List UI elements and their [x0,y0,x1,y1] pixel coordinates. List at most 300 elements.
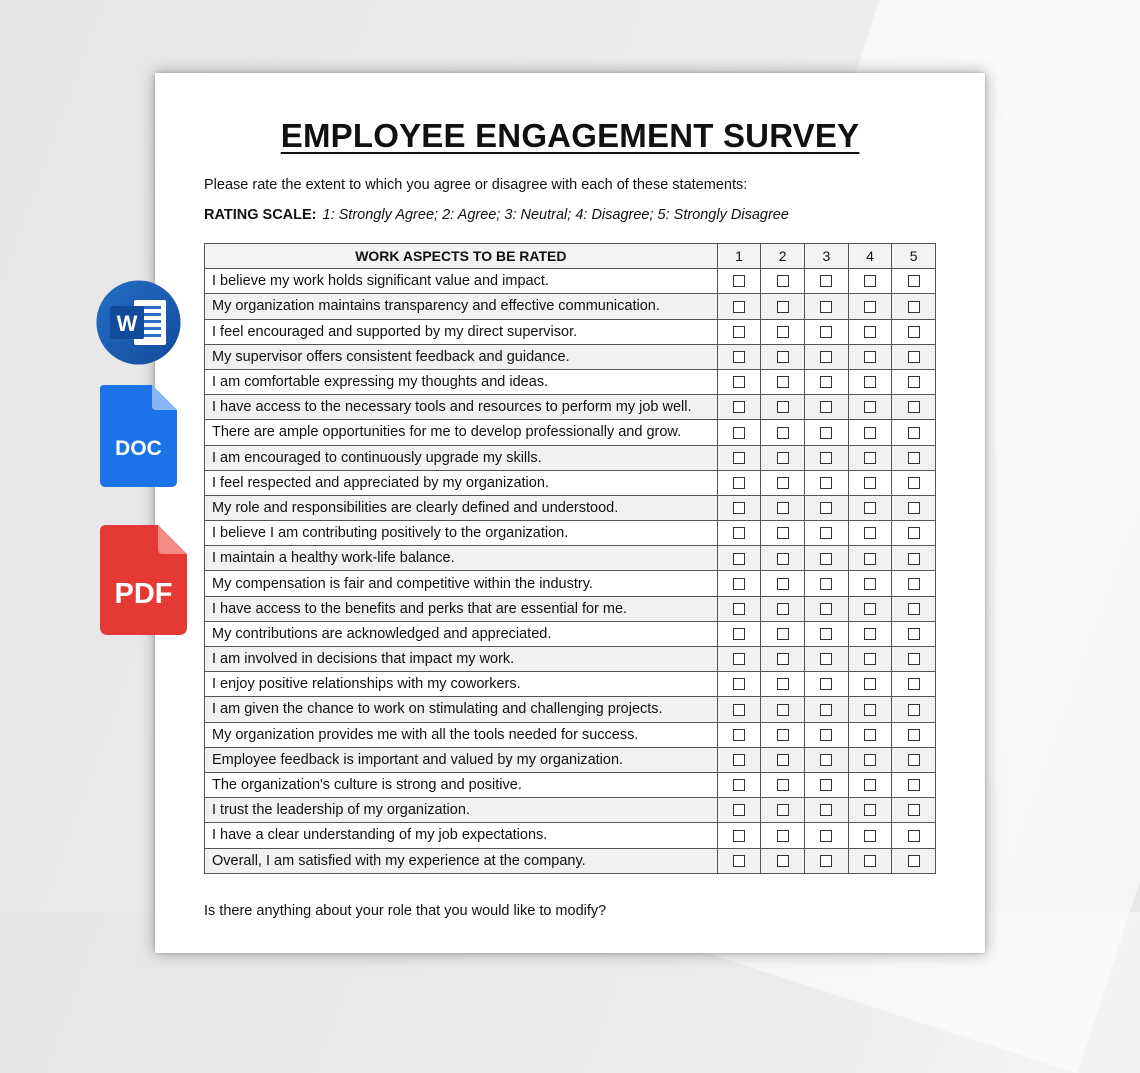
table-header-row [205,244,936,269]
rating-checkbox-5[interactable] [908,704,920,716]
rating-checkbox-2[interactable] [777,477,789,489]
rating-cell [805,294,849,319]
rating-cell [717,521,761,546]
rating-cell [717,546,761,571]
rating-cell [892,697,936,722]
rating-cell [717,823,761,848]
rating-cell [761,294,805,319]
rating-cell [761,546,805,571]
rating-cell [805,848,849,873]
rating-cell [805,319,849,344]
rating-cell [848,294,892,319]
rating-cell [761,747,805,772]
rating-checkbox-4[interactable] [864,729,876,741]
rating-cell [761,772,805,797]
rating-checkbox-5[interactable] [908,351,920,363]
rating-checkbox-1[interactable] [733,578,745,590]
rating-cell [805,369,849,394]
rating-checkbox-2[interactable] [777,502,789,514]
rating-cell [717,571,761,596]
rating-checkbox-2[interactable] [777,704,789,716]
statement-text: I believe my work holds significant value and impact. [205,269,718,294]
rating-checkbox-4[interactable] [864,804,876,816]
rating-checkbox-5[interactable] [908,301,920,313]
rating-cell [848,848,892,873]
rating-checkbox-4[interactable] [864,351,876,363]
rating-checkbox-5[interactable] [908,628,920,640]
page-title: EMPLOYEE ENGAGEMENT SURVEY [280,117,860,154]
table-row [205,621,936,646]
rating-checkbox-3[interactable] [820,754,832,766]
rating-cell [805,722,849,747]
rating-scale-label: RATING SCALE: [204,207,317,223]
word-icon [96,280,181,365]
rating-cell [761,647,805,672]
rating-cell [892,269,936,294]
header-rating-5: 5 [892,244,936,269]
table-row [205,344,936,369]
rating-cell [848,546,892,571]
rating-checkbox-3[interactable] [820,376,832,388]
rating-checkbox-5[interactable] [908,376,920,388]
rating-checkbox-2[interactable] [777,427,789,439]
statement-text: There are ample opportunities for me to develop professionally and grow. [205,420,718,445]
statement-text: I am comfortable expressing my thoughts and ideas. [205,369,718,394]
table-row [205,596,936,621]
rating-checkbox-1[interactable] [733,301,745,313]
rating-checkbox-1[interactable] [733,351,745,363]
rating-checkbox-1[interactable] [733,855,745,867]
rating-checkbox-3[interactable] [820,804,832,816]
rating-checkbox-3[interactable] [820,704,832,716]
rating-checkbox-2[interactable] [777,804,789,816]
statement-text: I have access to the necessary tools and resources to perform my job well. [205,395,718,420]
rating-cell [717,747,761,772]
table-row [205,445,936,470]
rating-checkbox-5[interactable] [908,804,920,816]
table-row [205,269,936,294]
rating-checkbox-3[interactable] [820,351,832,363]
intro-text: Please rate the extent to which you agree or disagree with each of these statements: [204,177,748,193]
word-icon-letter: W [116,311,138,336]
rating-cell [848,521,892,546]
table-row [205,672,936,697]
rating-checkbox-4[interactable] [864,653,876,665]
rating-cell [761,369,805,394]
rating-checkbox-1[interactable] [733,401,745,413]
rating-checkbox-4[interactable] [864,452,876,464]
rating-cell [848,319,892,344]
rating-checkbox-1[interactable] [733,603,745,615]
rating-cell [805,747,849,772]
rating-cell [761,848,805,873]
rating-cell [717,445,761,470]
rating-checkbox-3[interactable] [820,401,832,413]
rating-cell [892,772,936,797]
rating-cell [892,823,936,848]
rating-cell [892,546,936,571]
statement-text: I feel respected and appreciated by my organization. [205,470,718,495]
rating-checkbox-5[interactable] [908,855,920,867]
rating-cell [805,395,849,420]
rating-checkbox-3[interactable] [820,553,832,565]
rating-cell [892,722,936,747]
rating-cell [717,647,761,672]
rating-checkbox-3[interactable] [820,603,832,615]
pdf-icon-label: PDF [114,578,173,610]
statement-text: Employee feedback is important and valued by my organization. [205,747,718,772]
rating-checkbox-3[interactable] [820,427,832,439]
table-row [205,319,936,344]
rating-cell [892,621,936,646]
rating-checkbox-2[interactable] [777,653,789,665]
rating-checkbox-5[interactable] [908,275,920,287]
rating-checkbox-4[interactable] [864,301,876,313]
rating-checkbox-5[interactable] [908,527,920,539]
rating-checkbox-5[interactable] [908,653,920,665]
rating-checkbox-4[interactable] [864,376,876,388]
rating-cell [805,672,849,697]
rating-checkbox-1[interactable] [733,804,745,816]
rating-checkbox-3[interactable] [820,275,832,287]
rating-cell [892,395,936,420]
statement-text: My role and responsibilities are clearly defined and understood. [205,495,718,520]
rating-checkbox-1[interactable] [733,275,745,287]
rating-checkbox-4[interactable] [864,477,876,489]
rating-cell [761,319,805,344]
rating-checkbox-1[interactable] [733,553,745,565]
rating-cell [848,823,892,848]
rating-checkbox-3[interactable] [820,527,832,539]
rating-checkbox-1[interactable] [733,653,745,665]
table-row [205,772,936,797]
statement-text: I enjoy positive relationships with my coworkers. [205,672,718,697]
rating-cell [717,495,761,520]
rating-cell [805,697,849,722]
rating-checkbox-2[interactable] [777,326,789,338]
rating-checkbox-4[interactable] [864,704,876,716]
rating-cell [805,823,849,848]
rating-cell [892,571,936,596]
statement-text: I am given the chance to work on stimulating and challenging projects. [205,697,718,722]
statement-text: I am involved in decisions that impact my work. [205,647,718,672]
rating-checkbox-2[interactable] [777,628,789,640]
header-rating-4: 4 [848,244,892,269]
rating-checkbox-3[interactable] [820,678,832,690]
rating-checkbox-2[interactable] [777,553,789,565]
rating-cell [761,621,805,646]
rating-cell [717,369,761,394]
rating-checkbox-2[interactable] [777,678,789,690]
rating-cell [892,521,936,546]
rating-cell [805,571,849,596]
rating-checkbox-3[interactable] [820,855,832,867]
rating-cell [848,571,892,596]
rating-checkbox-4[interactable] [864,855,876,867]
rating-cell [717,722,761,747]
rating-checkbox-1[interactable] [733,326,745,338]
rating-cell [848,647,892,672]
rating-checkbox-2[interactable] [777,779,789,791]
doc-icon-label: DOC [115,437,162,460]
rating-checkbox-4[interactable] [864,754,876,766]
table-row [205,571,936,596]
rating-cell [848,798,892,823]
rating-checkbox-4[interactable] [864,603,876,615]
rating-checkbox-5[interactable] [908,578,920,590]
rating-cell [717,269,761,294]
rating-checkbox-5[interactable] [908,477,920,489]
rating-checkbox-1[interactable] [733,452,745,464]
rating-checkbox-1[interactable] [733,376,745,388]
rating-checkbox-2[interactable] [777,401,789,413]
rating-checkbox-1[interactable] [733,754,745,766]
rating-checkbox-2[interactable] [777,754,789,766]
rating-cell [892,647,936,672]
rating-cell [892,470,936,495]
rating-cell [805,546,849,571]
rating-cell [717,848,761,873]
table-row [205,369,936,394]
survey-document [155,73,985,953]
rating-cell [848,697,892,722]
rating-cell [805,420,849,445]
rating-cell [892,798,936,823]
rating-cell [761,571,805,596]
rating-checkbox-3[interactable] [820,326,832,338]
rating-cell [717,344,761,369]
rating-cell [717,395,761,420]
rating-checkbox-4[interactable] [864,628,876,640]
rating-checkbox-3[interactable] [820,628,832,640]
statement-text: I feel encouraged and supported by my direct supervisor. [205,319,718,344]
rating-checkbox-4[interactable] [864,779,876,791]
rating-cell [848,621,892,646]
rating-checkbox-1[interactable] [733,527,745,539]
rating-checkbox-1[interactable] [733,477,745,489]
rating-cell [761,672,805,697]
statement-text: My organization maintains transparency and effective communication. [205,294,718,319]
rating-checkbox-3[interactable] [820,477,832,489]
rating-cell [805,470,849,495]
rating-cell [761,420,805,445]
rating-checkbox-3[interactable] [820,729,832,741]
statement-text: My compensation is fair and competitive within the industry. [205,571,718,596]
rating-cell [848,269,892,294]
rating-checkbox-4[interactable] [864,830,876,842]
rating-cell [848,369,892,394]
rating-cell [848,747,892,772]
rating-cell [805,269,849,294]
rating-cell [805,772,849,797]
rating-cell [717,294,761,319]
rating-cell [761,798,805,823]
statement-text: I believe I am contributing positively to the organization. [205,521,718,546]
rating-cell [761,521,805,546]
table-row [205,722,936,747]
rating-checkbox-3[interactable] [820,452,832,464]
rating-checkbox-4[interactable] [864,275,876,287]
rating-scale [204,207,789,223]
rating-cell [761,344,805,369]
rating-cell [892,294,936,319]
header-rating-1: 1 [717,244,761,269]
header-rating-3: 3 [805,244,849,269]
rating-checkbox-3[interactable] [820,301,832,313]
rating-checkbox-2[interactable] [777,301,789,313]
table-row [205,420,936,445]
rating-checkbox-5[interactable] [908,452,920,464]
rating-cell [805,495,849,520]
rating-cell [892,848,936,873]
rating-checkbox-2[interactable] [777,527,789,539]
statement-text: My contributions are acknowledged and appreciated. [205,621,718,646]
rating-checkbox-1[interactable] [733,830,745,842]
rating-cell [805,621,849,646]
rating-checkbox-5[interactable] [908,779,920,791]
rating-checkbox-5[interactable] [908,427,920,439]
rating-cell [805,647,849,672]
rating-cell [848,722,892,747]
rating-checkbox-1[interactable] [733,779,745,791]
rating-checkbox-5[interactable] [908,553,920,565]
rating-checkbox-2[interactable] [777,376,789,388]
rating-cell [717,672,761,697]
rating-checkbox-3[interactable] [820,830,832,842]
rating-checkbox-3[interactable] [820,653,832,665]
rating-cell [892,369,936,394]
rating-cell [892,495,936,520]
rating-cell [761,722,805,747]
rating-cell [717,798,761,823]
table-row [205,798,936,823]
header-rating-2: 2 [761,244,805,269]
rating-cell [892,420,936,445]
rating-checkbox-4[interactable] [864,678,876,690]
doc-file-icon [100,385,177,487]
rating-cell [717,319,761,344]
rating-cell [761,269,805,294]
rating-cell [848,672,892,697]
rating-checkbox-2[interactable] [777,729,789,741]
rating-checkbox-4[interactable] [864,578,876,590]
table-row [205,395,936,420]
rating-cell [805,798,849,823]
rating-checkbox-5[interactable] [908,603,920,615]
statement-text: The organization's culture is strong and positive. [205,772,718,797]
table-row [205,747,936,772]
rating-checkbox-5[interactable] [908,729,920,741]
rating-cell [892,319,936,344]
statement-text: I maintain a healthy work-life balance. [205,546,718,571]
rating-cell [717,697,761,722]
table-row [205,848,936,873]
rating-checkbox-1[interactable] [733,628,745,640]
rating-cell [848,420,892,445]
rating-checkbox-2[interactable] [777,578,789,590]
table-row [205,697,936,722]
rating-checkbox-2[interactable] [777,603,789,615]
rating-cell [717,470,761,495]
statement-text: I am encouraged to continuously upgrade my skills. [205,445,718,470]
rating-checkbox-4[interactable] [864,401,876,413]
statement-text: I have access to the benefits and perks that are essential for me. [205,596,718,621]
rating-cell [717,772,761,797]
rating-cell [848,772,892,797]
rating-cell [892,672,936,697]
rating-checkbox-4[interactable] [864,502,876,514]
rating-cell [761,470,805,495]
statement-text: My supervisor offers consistent feedback and guidance. [205,344,718,369]
rating-checkbox-5[interactable] [908,502,920,514]
rating-checkbox-4[interactable] [864,427,876,439]
statement-text: Overall, I am satisfied with my experience at the company. [205,848,718,873]
survey-table [204,243,936,874]
rating-checkbox-4[interactable] [864,527,876,539]
rating-checkbox-2[interactable] [777,855,789,867]
rating-checkbox-4[interactable] [864,326,876,338]
rating-checkbox-2[interactable] [777,275,789,287]
rating-checkbox-5[interactable] [908,326,920,338]
table-row [205,546,936,571]
rating-checkbox-1[interactable] [733,678,745,690]
table-row [205,521,936,546]
followup-question: Is there anything about your role that you would like to modify? [204,903,607,919]
rating-checkbox-3[interactable] [820,779,832,791]
rating-checkbox-2[interactable] [777,830,789,842]
header-work-aspects: WORK ASPECTS TO BE RATED [205,244,718,269]
rating-checkbox-5[interactable] [908,401,920,413]
rating-checkbox-5[interactable] [908,830,920,842]
rating-cell [848,344,892,369]
rating-checkbox-1[interactable] [733,729,745,741]
rating-cell [848,445,892,470]
rating-cell [761,596,805,621]
rating-checkbox-5[interactable] [908,678,920,690]
rating-checkbox-1[interactable] [733,502,745,514]
table-row [205,294,936,319]
rating-cell [805,344,849,369]
rating-cell [717,621,761,646]
rating-cell [892,344,936,369]
rating-checkbox-3[interactable] [820,578,832,590]
rating-checkbox-1[interactable] [733,704,745,716]
rating-cell [805,445,849,470]
statement-text: My organization provides me with all the tools needed for success. [205,722,718,747]
rating-cell [761,395,805,420]
table-row [205,495,936,520]
rating-checkbox-4[interactable] [864,553,876,565]
rating-scale-text: 1: Strongly Agree; 2: Agree; 3: Neutral; 4: Disagree; 5: Strongly Disagree [322,207,789,223]
table-row [205,470,936,495]
pdf-file-icon [100,525,187,635]
rating-checkbox-3[interactable] [820,502,832,514]
rating-cell [761,697,805,722]
rating-cell [761,823,805,848]
rating-cell [717,420,761,445]
rating-cell [848,395,892,420]
rating-cell [892,445,936,470]
rating-cell [848,470,892,495]
rating-checkbox-2[interactable] [777,351,789,363]
rating-checkbox-1[interactable] [733,427,745,439]
rating-cell [805,521,849,546]
rating-checkbox-5[interactable] [908,754,920,766]
rating-cell [761,445,805,470]
table-row [205,647,936,672]
statement-text: I have a clear understanding of my job expectations. [205,823,718,848]
rating-checkbox-2[interactable] [777,452,789,464]
